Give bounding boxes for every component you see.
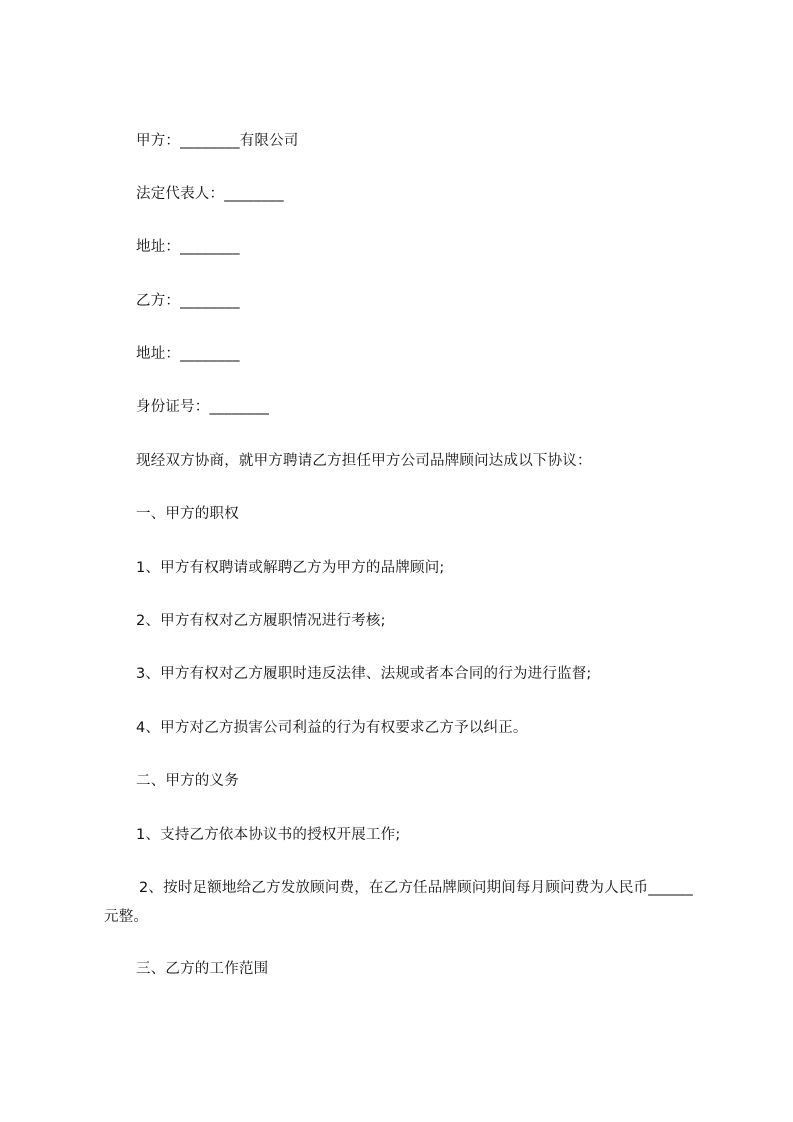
section-2-item-wrapped: 2、按时足额地给乙方发放顾问费，在乙方任品牌顾问期间每月顾问费为人民币______元整。 — [104, 880, 693, 925]
section-3-heading: 三、乙方的工作范围 — [136, 961, 269, 977]
section-1-heading: 一、甲方的职权 — [136, 506, 239, 522]
section-2-heading: 二、甲方的义务 — [136, 773, 239, 789]
preamble-text: 现经双方协商，就甲方聘请乙方担任甲方公司品牌顾问达成以下协议： — [136, 453, 592, 469]
party-b-line: 乙方：________ — [136, 293, 240, 309]
section-1-item: 2、甲方有权对乙方履职情况进行考核; — [136, 613, 386, 629]
party-a-line: 甲方：________有限公司 — [136, 133, 299, 149]
address-a-line: 地址：________ — [136, 239, 240, 255]
id-number-line: 身份证号：________ — [136, 399, 270, 415]
section-2-item: 1、支持乙方依本协议书的授权开展工作; — [136, 827, 401, 843]
section-1-item: 1、甲方有权聘请或解聘乙方为甲方的品牌顾问; — [136, 560, 445, 576]
section-1-item: 3、甲方有权对乙方履职时违反法律、法规或者本合同的行为进行监督; — [136, 666, 592, 682]
legal-representative-line: 法定代表人：________ — [136, 186, 284, 202]
address-b-line: 地址：________ — [136, 346, 240, 362]
section-1-item: 4、甲方对乙方损害公司利益的行为有权要求乙方予以纠正。 — [136, 720, 528, 736]
